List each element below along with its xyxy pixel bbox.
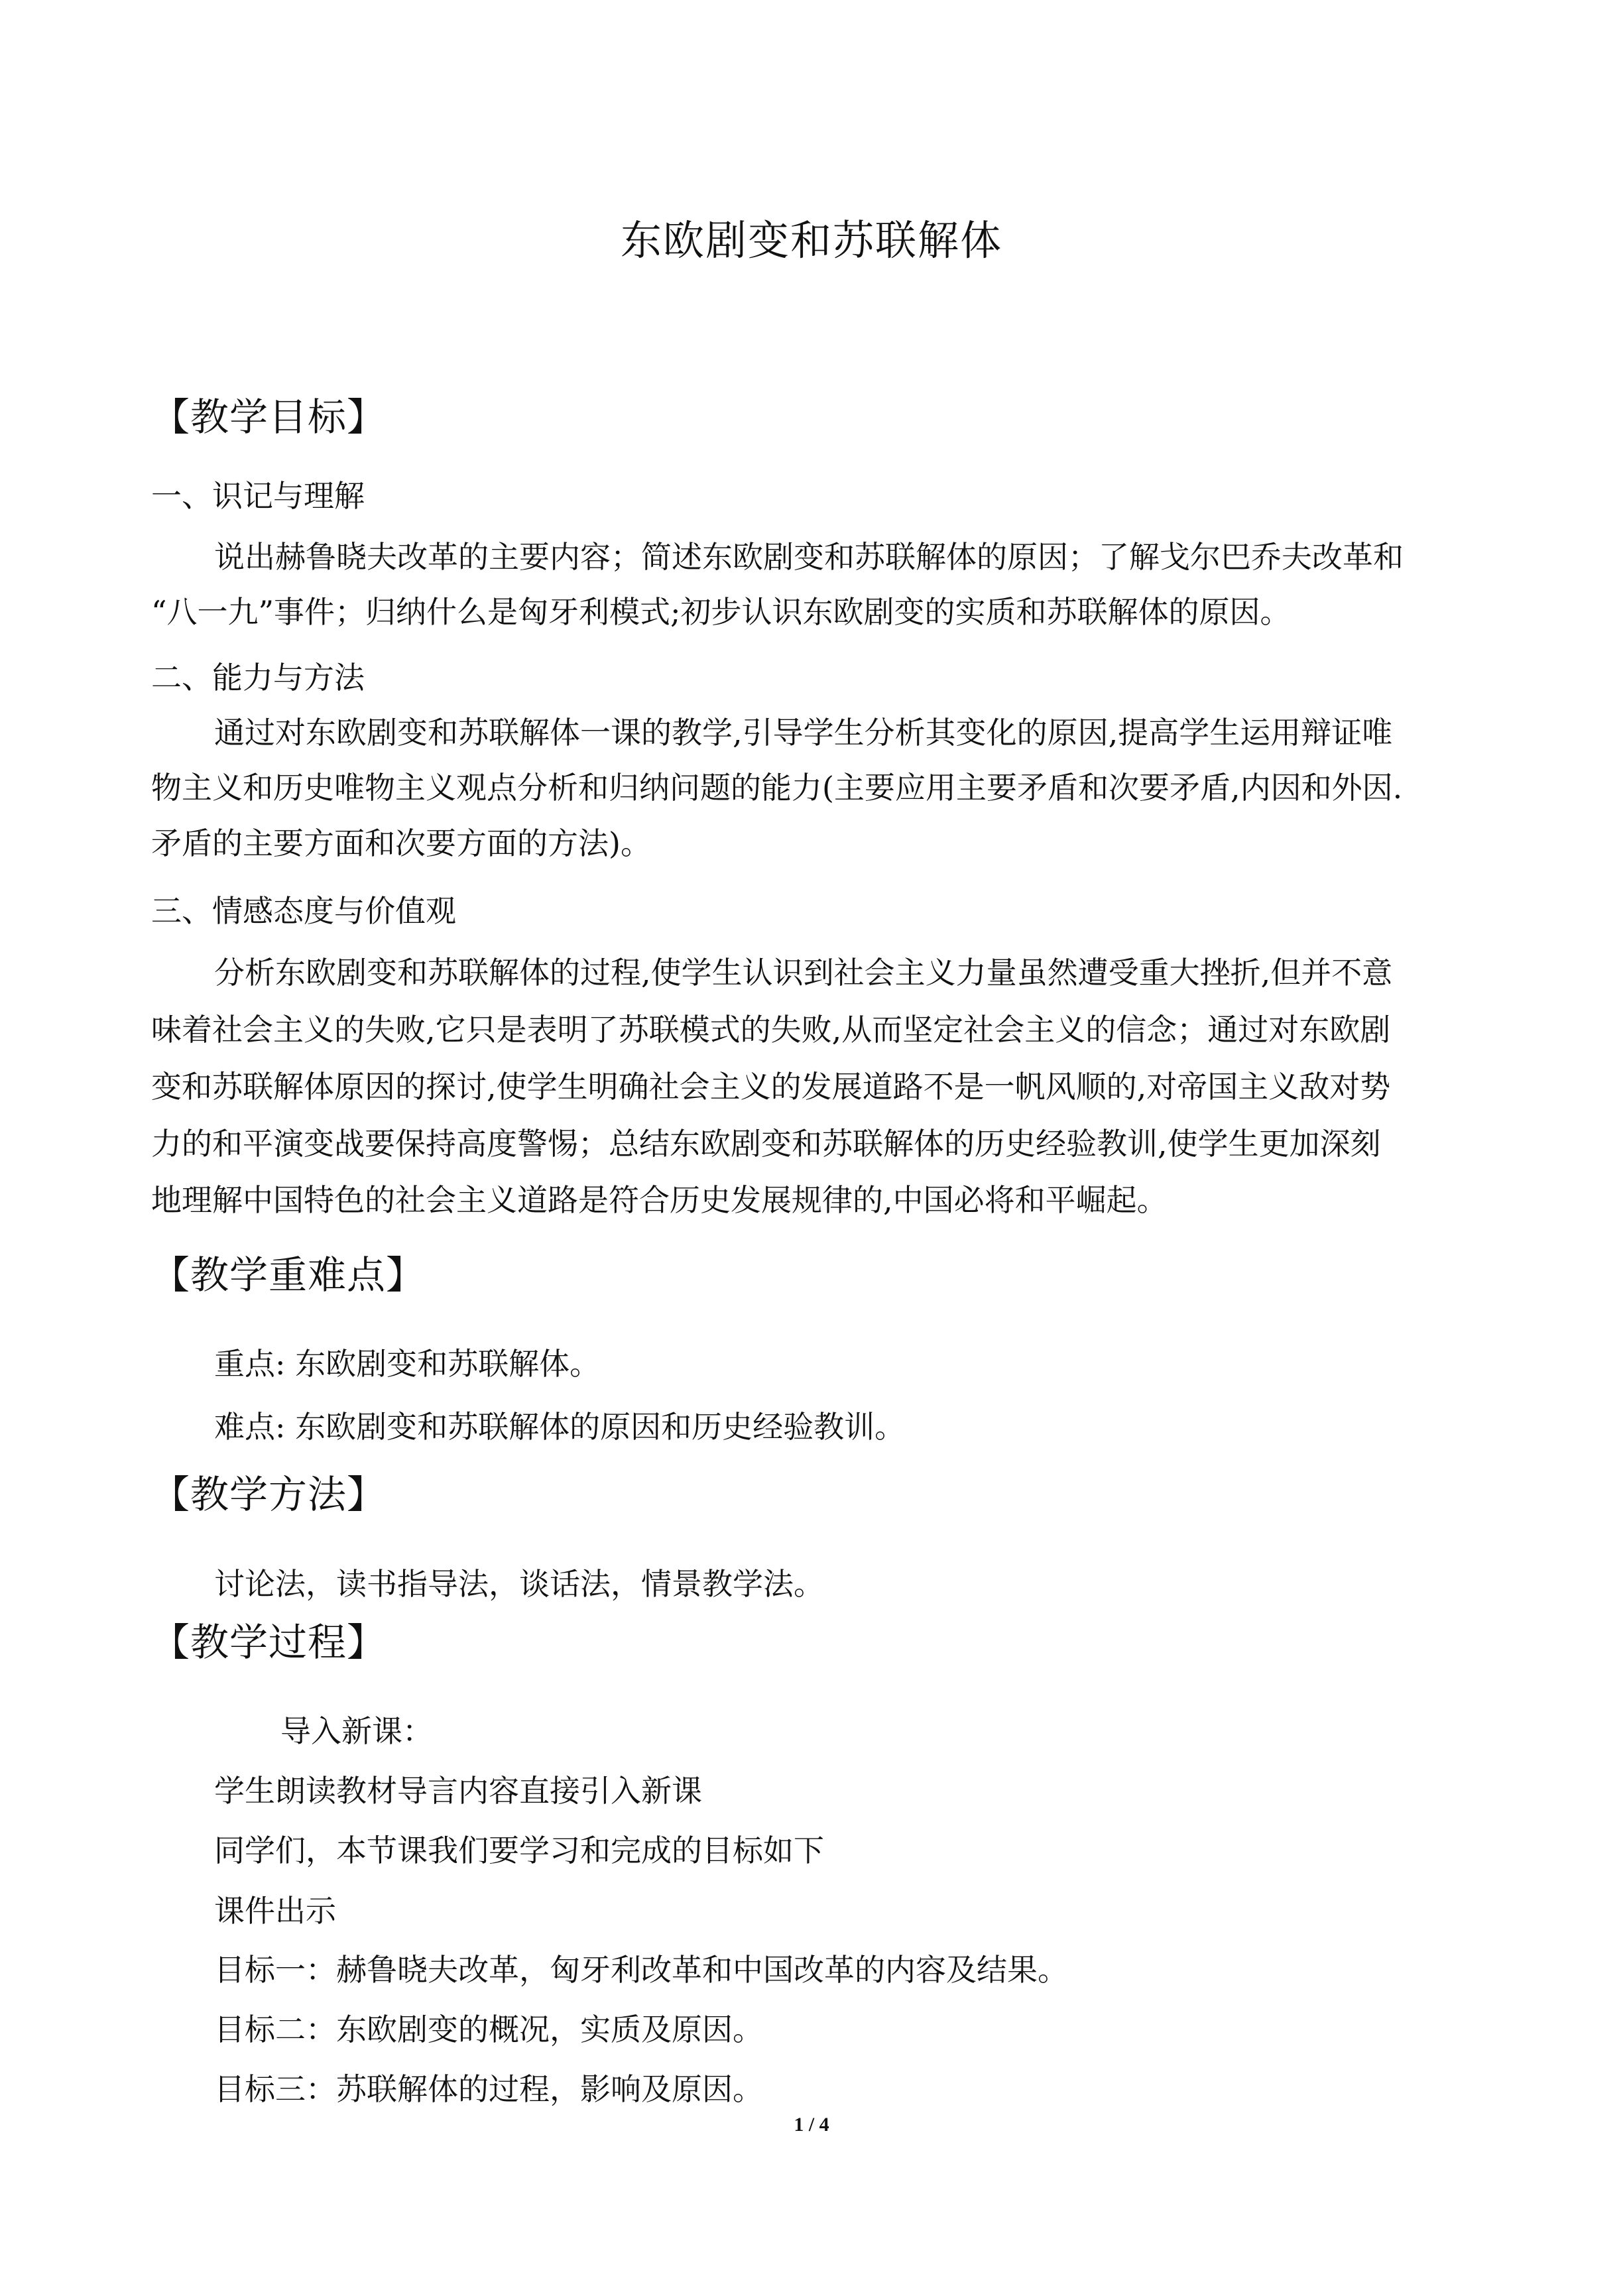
objective-1-line-1: 说出赫鲁晓夫改革的主要内容；简述东欧剧变和苏联解体的原因；了解戈尔巴乔夫改革和 — [214, 539, 1404, 575]
objective-3-title: 三、情感态度与价值观 — [151, 893, 456, 929]
process-line-2: 同学们，本节课我们要学习和完成的目标如下 — [214, 1833, 824, 1868]
methods-text: 讨论法，读书指导法，谈话法，情景教学法。 — [214, 1566, 824, 1602]
key-point-focus: 重点: 东欧剧变和苏联解体。 — [214, 1346, 601, 1382]
process-intro: 导入新课： — [280, 1713, 433, 1749]
page-number: 1 / 4 — [794, 2114, 829, 2136]
key-point-difficulty: 难点: 东欧剧变和苏联解体的原因和历史经验教训。 — [214, 1409, 906, 1445]
goal-2: 目标二：东欧剧变的概况，实质及原因。 — [214, 2012, 763, 2047]
objective-3-line-4: 力的和平演变战要保持高度警惕；总结东欧剧变和苏联解体的历史经验教训,使学生更加深刻 — [151, 1126, 1381, 1162]
section-heading-objectives: 【教学目标】 — [151, 394, 387, 440]
goal-3: 目标三：苏联解体的过程，影响及原因。 — [214, 2071, 763, 2107]
section-heading-key-points: 【教学重难点】 — [151, 1252, 426, 1298]
process-line-3: 课件出示 — [214, 1893, 336, 1929]
objective-1-line-2: “八一九”事件；归纳什么是匈牙利模式;初步认识东欧剧变的实质和苏联解体的原因。 — [151, 594, 1291, 630]
section-heading-methods: 【教学方法】 — [151, 1472, 387, 1517]
objective-3-line-2: 味着社会主义的失败,它只是表明了苏联模式的失败,从而坚定社会主义的信念；通过对东欧剧 — [151, 1012, 1391, 1048]
document-title: 东欧剧变和苏联解体 — [620, 216, 1002, 265]
objective-3-line-1: 分析东欧剧变和苏联解体的过程,使学生认识到社会主义力量虽然遭受重大挫折,但并不意 — [214, 955, 1393, 991]
objective-3-line-5: 地理解中国特色的社会主义道路是符合历史发展规律的,中国必将和平崛起。 — [151, 1182, 1168, 1218]
objective-2-title: 二、能力与方法 — [151, 660, 365, 695]
goal-1: 目标一：赫鲁晓夫改革，匈牙利改革和中国改革的内容及结果。 — [214, 1952, 1068, 1988]
objective-1-title: 一、识记与理解 — [151, 478, 365, 514]
objective-2-line-2: 物主义和历史唯物主义观点分析和归纳问题的能力(主要应用主要矛盾和次要矛盾,内因和外因. — [151, 770, 1403, 806]
objective-3-line-3: 变和苏联解体原因的探讨,使学生明确社会主义的发展道路不是一帆风顺的,对帝国主义敌对势 — [151, 1069, 1391, 1105]
objective-2-line-1: 通过对东欧剧变和苏联解体一课的教学,引导学生分析其变化的原因,提高学生运用辩证唯 — [214, 715, 1393, 751]
process-line-1: 学生朗读教材导言内容直接引入新课 — [214, 1773, 702, 1809]
section-heading-process: 【教学过程】 — [151, 1620, 387, 1665]
objective-2-line-3: 矛盾的主要方面和次要方面的方法)。 — [151, 825, 651, 861]
